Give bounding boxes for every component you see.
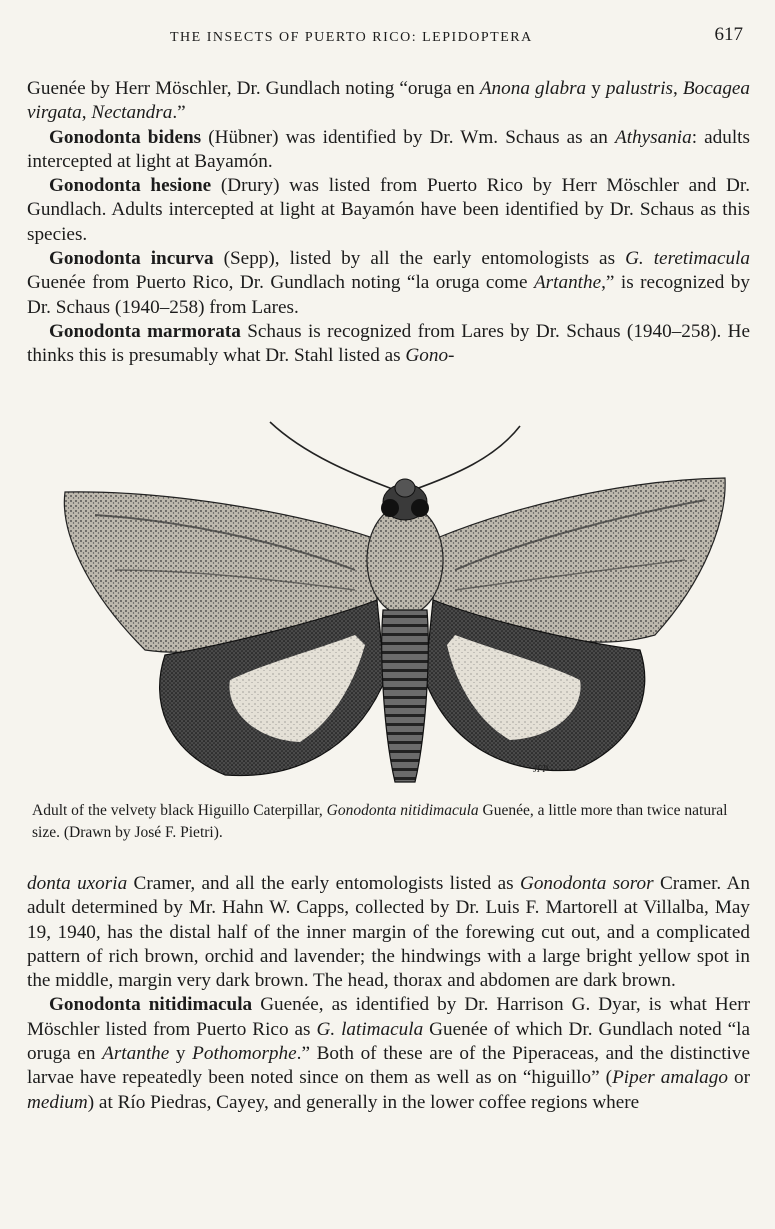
text-run: Adult of the velvety black Higuillo Caterpillar, xyxy=(32,802,327,819)
thorax xyxy=(367,505,443,615)
bottom-text-block xyxy=(27,872,750,1115)
text-run: (Sepp), listed by all the early entomologists as xyxy=(213,248,626,270)
abdomen xyxy=(382,610,429,782)
text-run: Guenée from Puerto Rico, Dr. Gundlach noting “la oruga come xyxy=(27,272,534,294)
italic-text: Artanthe xyxy=(102,1043,170,1065)
text-run: (Drury) was listed from Puerto Rico by Herr Möschler and Dr. Gundlach. Adults intercepted at light at Bayamón have been identified by Dr. Schaus as this species. xyxy=(27,175,750,245)
paragraph xyxy=(27,174,750,247)
left-eye xyxy=(381,499,399,517)
right-eye xyxy=(411,499,429,517)
italic-text: Gonodonta soror xyxy=(519,873,654,894)
species-name: Gonodonta marmorata xyxy=(49,320,241,342)
italic-text: G. latimacula xyxy=(316,1018,424,1040)
italic-text: palustris xyxy=(605,78,674,99)
figure-caption xyxy=(32,800,752,844)
species-name: Gonodonta nitidimacula xyxy=(49,994,253,1016)
text-run: : adults intercepted at light at Bayamón. xyxy=(27,126,750,172)
caption-text xyxy=(32,802,727,841)
page-number: 617 xyxy=(714,24,743,45)
italic-text: Artanthe xyxy=(533,272,602,294)
text-run: Guenée of which Dr. Gundlach noted “la oruga en xyxy=(27,1018,750,1065)
moth-illustration xyxy=(55,420,735,795)
right-antenna xyxy=(413,426,520,490)
italic-text: Gono- xyxy=(405,345,455,367)
paragraph xyxy=(27,993,750,1114)
species-name: Gonodonta bidens xyxy=(49,126,202,148)
paragraph xyxy=(27,77,750,126)
left-antenna xyxy=(270,422,395,490)
paragraph xyxy=(27,247,750,320)
running-head: THE INSECTS OF PUERTO RICO: LEPIDOPTERA xyxy=(170,30,533,45)
text-run: ) at Río Piedras, Cayey, and generally in the lower coffee regions where xyxy=(87,1091,640,1113)
text-run: Cramer. An adult determined by Mr. Hahn W. Capps, collected by Dr. Luis F. Martorell at Villalba, May 19, 1940, has the distal half of the inner margin of the forewing cut out, and a complicated pattern of rich brown, orchid and lavender; the hindwings with a large bright yellow spot in the middle, margin very dark brown. The head, thorax and abdomen are dark brown. xyxy=(27,873,750,992)
italic-text: medium xyxy=(27,1091,88,1113)
text-run: .” xyxy=(172,102,186,124)
italic-text: Gonodonta nitidimacula xyxy=(326,802,479,819)
paragraph xyxy=(27,320,750,369)
text-run: , xyxy=(673,78,683,99)
text-run: Schaus is recognized from Lares by Dr. Schaus (1940–258). He thinks this is presumably what Dr. Stahl listed as xyxy=(27,320,751,367)
text-run: .” Both of these are of the Piperaceas, and the distinctive larvae have repeatedly been noted since on them as well as on “higuillo” ( xyxy=(27,1043,750,1089)
text-run: or xyxy=(727,1067,750,1089)
page-header xyxy=(0,22,775,52)
moth-drawing xyxy=(55,420,735,795)
italic-text: Anona glabra xyxy=(479,78,587,99)
species-name: Gonodonta hesione xyxy=(49,175,212,197)
italic-text: Nectandra xyxy=(91,102,173,124)
text-run: y xyxy=(169,1043,193,1065)
paragraph xyxy=(27,126,750,175)
italic-text: Piper amalago xyxy=(612,1067,728,1089)
italic-text: Bocagea virgata xyxy=(27,78,751,124)
text-run: , xyxy=(81,102,92,124)
italic-text: G. teretimacula xyxy=(625,248,750,270)
text-run: (Hübner) was identified by Dr. Wm. Schaus as an xyxy=(201,126,615,148)
paragraph xyxy=(27,872,750,993)
italic-text: donta uxoria xyxy=(27,873,128,894)
top-text-block xyxy=(27,77,750,369)
italic-text: Pothomorphe xyxy=(192,1043,297,1065)
text-run: ,” is recognized by Dr. Schaus (1940–258) from Lares. xyxy=(27,272,750,318)
text-run: y xyxy=(586,78,606,99)
species-name: Gonodonta incurva xyxy=(49,248,214,270)
text-run: Guenée by Herr Möschler, Dr. Gundlach noting “oruga en xyxy=(27,78,480,99)
text-run: Cramer, and all the early entomologists listed as xyxy=(127,873,520,894)
italic-text: Athysania xyxy=(614,126,692,148)
text-run: Guenée, a little more than twice natural size. (Drawn by José F. Pietri). xyxy=(32,802,728,841)
artist-signature: JFP xyxy=(533,764,548,774)
text-run: Guenée, as identified by Dr. Harrison G. Dyar, is what Herr Möschler listed from Puerto Rico as xyxy=(27,994,750,1040)
